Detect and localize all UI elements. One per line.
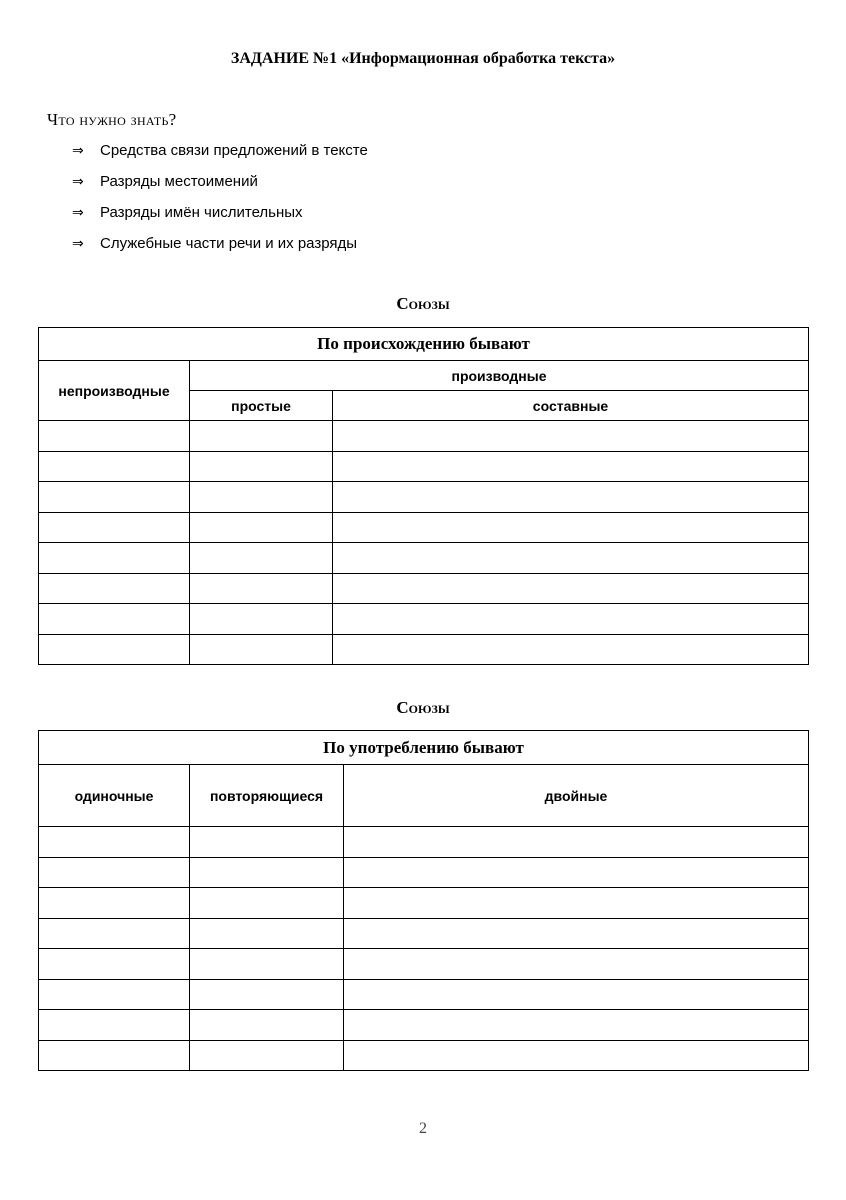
answer-cell[interactable] bbox=[333, 543, 809, 574]
answer-cell[interactable] bbox=[190, 421, 333, 452]
answer-cell[interactable] bbox=[190, 1040, 344, 1071]
answer-cell[interactable] bbox=[190, 512, 333, 543]
column-header-double: двойные bbox=[344, 765, 809, 827]
table-row bbox=[39, 421, 809, 452]
answer-cell[interactable] bbox=[333, 604, 809, 635]
answer-cell[interactable] bbox=[190, 573, 333, 604]
answer-cell[interactable] bbox=[190, 543, 333, 574]
answer-cell[interactable] bbox=[190, 979, 344, 1010]
answer-cell[interactable] bbox=[39, 857, 190, 888]
double-right-arrow-icon: ⇒ bbox=[72, 236, 84, 252]
double-right-arrow-icon: ⇒ bbox=[72, 143, 84, 159]
table-row bbox=[39, 573, 809, 604]
answer-cell[interactable] bbox=[333, 421, 809, 452]
answer-cell[interactable] bbox=[333, 634, 809, 665]
usage-table-body bbox=[39, 827, 809, 1071]
column-header-simple: простые bbox=[190, 391, 333, 421]
page-number: 2 bbox=[419, 1120, 427, 1137]
answer-cell[interactable] bbox=[190, 1010, 344, 1041]
answer-cell[interactable] bbox=[39, 512, 190, 543]
answer-cell[interactable] bbox=[333, 512, 809, 543]
page-title: ЗАДАНИЕ №1 «Информационная обработка текста» bbox=[230, 50, 616, 67]
table-row bbox=[39, 451, 809, 482]
answer-cell[interactable] bbox=[344, 979, 809, 1010]
answer-cell[interactable] bbox=[344, 857, 809, 888]
answer-cell[interactable] bbox=[39, 573, 190, 604]
table-row bbox=[39, 979, 809, 1010]
answer-cell[interactable] bbox=[39, 604, 190, 635]
origin-table-body bbox=[39, 421, 809, 665]
table-row bbox=[39, 827, 809, 858]
table-row bbox=[39, 1010, 809, 1041]
table-row bbox=[39, 543, 809, 574]
answer-cell[interactable] bbox=[39, 421, 190, 452]
table-row bbox=[39, 888, 809, 919]
column-header-derived: производные bbox=[190, 361, 809, 391]
topic-list bbox=[72, 140, 368, 264]
answer-cell[interactable] bbox=[39, 918, 190, 949]
double-right-arrow-icon: ⇒ bbox=[72, 174, 84, 190]
answer-cell[interactable] bbox=[39, 1010, 190, 1041]
answer-cell[interactable] bbox=[39, 543, 190, 574]
answer-cell[interactable] bbox=[344, 888, 809, 919]
list-item: ⇒ Разряды имён числительных bbox=[72, 202, 368, 233]
column-header-repeating: повторяющиеся bbox=[190, 765, 344, 827]
usage-table bbox=[38, 730, 809, 1071]
table-row bbox=[39, 604, 809, 635]
list-item: ⇒ Средства связи предложений в тексте bbox=[72, 140, 368, 171]
answer-cell[interactable] bbox=[39, 888, 190, 919]
column-header-nonderived: непроизводные bbox=[39, 361, 190, 421]
table-row bbox=[39, 512, 809, 543]
answer-cell[interactable] bbox=[344, 949, 809, 980]
answer-cell[interactable] bbox=[190, 482, 333, 513]
double-right-arrow-icon: ⇒ bbox=[72, 205, 84, 221]
table-row bbox=[39, 1040, 809, 1071]
origin-table bbox=[38, 327, 809, 665]
answer-cell[interactable] bbox=[333, 573, 809, 604]
answer-cell[interactable] bbox=[190, 918, 344, 949]
table-row bbox=[39, 482, 809, 513]
answer-cell[interactable] bbox=[190, 857, 344, 888]
answer-cell[interactable] bbox=[190, 888, 344, 919]
answer-cell[interactable] bbox=[190, 949, 344, 980]
list-item: ⇒ Разряды местоимений bbox=[72, 171, 368, 202]
column-header-single: одиночные bbox=[39, 765, 190, 827]
table-caption: По употреблению бывают bbox=[39, 731, 809, 765]
answer-cell[interactable] bbox=[333, 451, 809, 482]
answer-cell[interactable] bbox=[39, 451, 190, 482]
list-item: ⇒ Служебные части речи и их разряды bbox=[72, 233, 368, 264]
answer-cell[interactable] bbox=[190, 451, 333, 482]
answer-cell[interactable] bbox=[344, 1040, 809, 1071]
table-caption: По происхождению бывают bbox=[39, 328, 809, 361]
answer-cell[interactable] bbox=[344, 827, 809, 858]
table-row bbox=[39, 857, 809, 888]
section-title-usage: Союзы bbox=[396, 698, 450, 717]
answer-cell[interactable] bbox=[39, 634, 190, 665]
section-title-origin: Союзы bbox=[396, 294, 450, 313]
answer-cell[interactable] bbox=[39, 949, 190, 980]
answer-cell[interactable] bbox=[190, 827, 344, 858]
know-heading: Что нужно знать? bbox=[47, 110, 177, 129]
answer-cell[interactable] bbox=[344, 1010, 809, 1041]
column-header-compound: составные bbox=[333, 391, 809, 421]
answer-cell[interactable] bbox=[344, 918, 809, 949]
table-row bbox=[39, 634, 809, 665]
answer-cell[interactable] bbox=[333, 482, 809, 513]
answer-cell[interactable] bbox=[39, 482, 190, 513]
table-row bbox=[39, 949, 809, 980]
answer-cell[interactable] bbox=[190, 604, 333, 635]
table-row bbox=[39, 918, 809, 949]
answer-cell[interactable] bbox=[39, 827, 190, 858]
answer-cell[interactable] bbox=[39, 1040, 190, 1071]
answer-cell[interactable] bbox=[190, 634, 333, 665]
answer-cell[interactable] bbox=[39, 979, 190, 1010]
